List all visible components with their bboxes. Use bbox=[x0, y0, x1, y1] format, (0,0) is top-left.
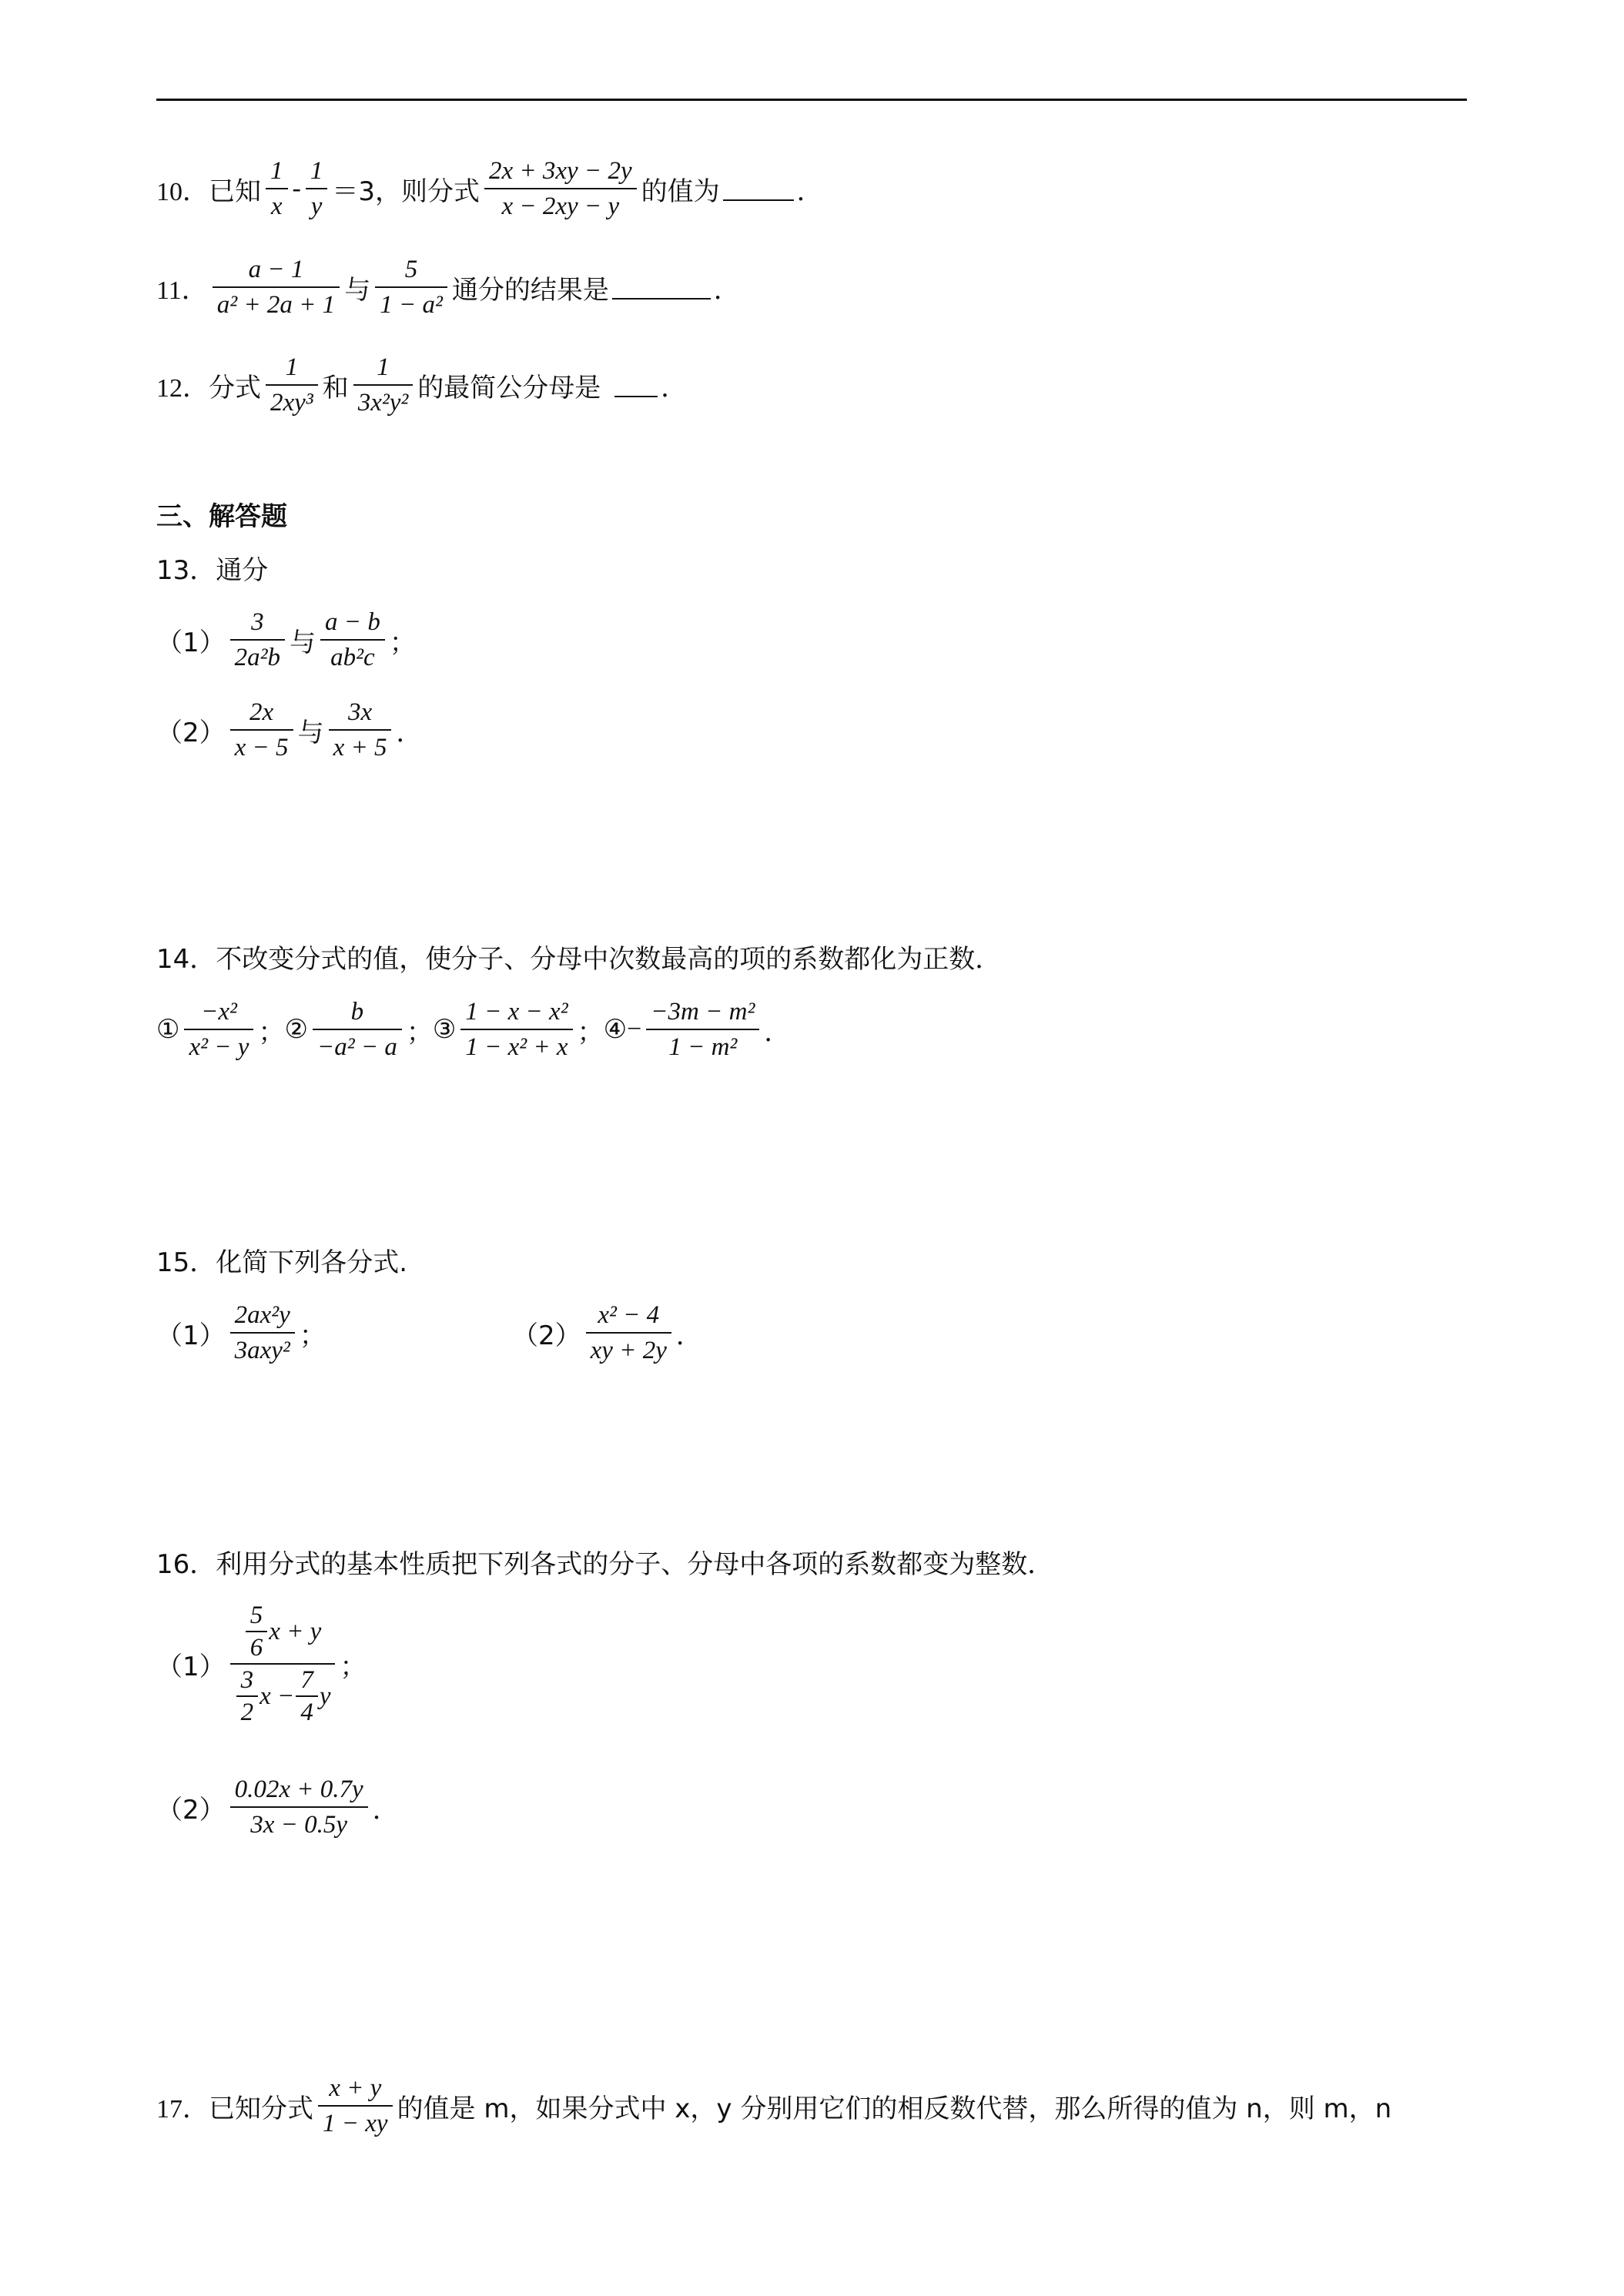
part-label: （1） bbox=[156, 1320, 226, 1351]
question-text: 的值为 bbox=[641, 176, 720, 207]
denominator: x + 5 bbox=[333, 734, 387, 761]
punctuation: ； bbox=[389, 627, 416, 658]
numerator: 7 bbox=[300, 1666, 313, 1694]
section-title: 三、解答题 bbox=[156, 501, 287, 532]
denominator: ab²c bbox=[330, 644, 375, 671]
answer-blank[interactable] bbox=[612, 275, 711, 300]
question-text: 已知分式 bbox=[209, 2093, 313, 2124]
complex-denominator bbox=[230, 1665, 336, 1728]
numerator: 3 bbox=[240, 1666, 254, 1694]
question-13-part-2 bbox=[156, 695, 422, 765]
numerator: 1 bbox=[270, 157, 283, 185]
question-14-title bbox=[156, 938, 1001, 976]
expression: x − bbox=[260, 1682, 295, 1710]
denominator: 3x²y² bbox=[357, 389, 409, 417]
numerator: x + y bbox=[329, 2074, 382, 2102]
period: ． bbox=[661, 372, 688, 403]
question-12 bbox=[156, 350, 687, 420]
fraction bbox=[266, 350, 318, 420]
denominator: 1 − x² + x bbox=[465, 1033, 568, 1061]
numerator: a − 1 bbox=[248, 256, 304, 283]
numerator: 1 bbox=[310, 157, 323, 185]
punctuation: ． bbox=[675, 1320, 702, 1351]
answer-blank[interactable] bbox=[723, 176, 794, 201]
denominator: 1 − m² bbox=[668, 1033, 738, 1061]
numerator: x² − 4 bbox=[598, 1301, 660, 1329]
circle-number: ① bbox=[156, 1014, 180, 1045]
part-label: （1） bbox=[156, 1651, 226, 1682]
numerator: −x² bbox=[201, 998, 237, 1026]
circle-number: ③ bbox=[432, 1014, 457, 1045]
question-text: 和 bbox=[322, 372, 349, 403]
fraction bbox=[460, 995, 572, 1064]
question-text: 13．通分 bbox=[156, 555, 269, 586]
fraction bbox=[296, 1665, 318, 1728]
punctuation: ； bbox=[340, 1651, 367, 1682]
numerator: 1 bbox=[377, 353, 390, 381]
fraction bbox=[246, 1600, 268, 1663]
fraction bbox=[329, 695, 392, 765]
numerator: b bbox=[350, 998, 364, 1026]
question-15-part-1 bbox=[156, 1298, 326, 1367]
denominator: 6 bbox=[249, 1634, 263, 1662]
complex-fraction bbox=[230, 1600, 336, 1728]
separator: ； bbox=[577, 1016, 604, 1048]
question-number: 17． bbox=[156, 2094, 209, 2124]
fraction bbox=[230, 1772, 368, 1842]
question-11 bbox=[156, 253, 740, 322]
numerator: 3x bbox=[347, 698, 373, 726]
denominator: 1 − xy bbox=[323, 2110, 388, 2137]
expression: y bbox=[319, 1682, 331, 1710]
negative-sign: − bbox=[627, 1015, 642, 1043]
fraction bbox=[184, 995, 253, 1064]
fraction bbox=[375, 253, 447, 322]
question-15-title bbox=[156, 1241, 407, 1279]
denominator: a² + 2a + 1 bbox=[216, 291, 336, 319]
question-number: 12． bbox=[156, 373, 209, 403]
numerator: 2x + 3xy − 2y bbox=[488, 157, 632, 185]
punctuation: ． bbox=[396, 717, 423, 748]
question-13-title bbox=[156, 549, 268, 587]
denominator: 2 bbox=[240, 1699, 254, 1726]
punctuation: ； bbox=[299, 1320, 326, 1351]
question-13-part-1 bbox=[156, 605, 416, 674]
denominator: 3axy² bbox=[234, 1337, 290, 1364]
fraction bbox=[306, 154, 328, 223]
fraction bbox=[230, 1298, 295, 1367]
question-17 bbox=[156, 2071, 1391, 2140]
fraction bbox=[213, 253, 340, 322]
complex-numerator bbox=[239, 1600, 326, 1663]
numerator: 0.02x + 0.7y bbox=[234, 1776, 363, 1803]
numerator: 3 bbox=[251, 608, 264, 636]
question-text: 分式 bbox=[209, 372, 261, 403]
question-16-part-1 bbox=[156, 1600, 366, 1728]
period: ． bbox=[713, 274, 740, 306]
question-16-part-2 bbox=[156, 1772, 399, 1842]
fraction bbox=[318, 2071, 393, 2140]
fraction bbox=[313, 995, 402, 1064]
fraction bbox=[353, 350, 414, 420]
fraction bbox=[230, 695, 293, 765]
section-heading bbox=[156, 495, 287, 533]
circle-number: ④ bbox=[603, 1014, 628, 1045]
denominator: 2xy³ bbox=[270, 389, 313, 417]
part-label: （2） bbox=[156, 717, 226, 748]
separator: ； bbox=[406, 1016, 433, 1048]
punctuation: ． bbox=[372, 1794, 399, 1826]
denominator: 3x − 0.5y bbox=[250, 1811, 348, 1839]
denominator: x² − y bbox=[189, 1033, 249, 1061]
question-10 bbox=[156, 154, 823, 223]
operator: - bbox=[292, 174, 301, 202]
question-14-items bbox=[156, 995, 790, 1064]
separator: ； bbox=[258, 1016, 285, 1048]
numerator: 2ax²y bbox=[234, 1301, 290, 1329]
question-text: ＝3，则分式 bbox=[332, 176, 480, 207]
part-label: （1） bbox=[156, 627, 226, 658]
denominator: 4 bbox=[300, 1699, 313, 1726]
question-text: 15．化简下列各分式. bbox=[156, 1247, 408, 1278]
numerator: a − b bbox=[325, 608, 380, 636]
fraction bbox=[230, 605, 285, 674]
expression: x + y bbox=[269, 1618, 322, 1645]
question-text: 通分的结果是 bbox=[451, 274, 609, 306]
fraction bbox=[586, 1298, 671, 1367]
connector-text: 与 bbox=[290, 627, 316, 658]
denominator: −a² − a bbox=[316, 1033, 397, 1061]
denominator: y bbox=[310, 192, 323, 220]
fraction bbox=[266, 154, 288, 223]
circle-number: ② bbox=[284, 1014, 308, 1045]
denominator: 2a²b bbox=[234, 644, 281, 671]
question-15-part-2 bbox=[512, 1298, 702, 1367]
numerator: 1 bbox=[285, 353, 299, 381]
numerator: 5 bbox=[249, 1602, 263, 1629]
fraction bbox=[236, 1665, 259, 1728]
denominator: 1 − a² bbox=[380, 291, 443, 319]
question-number: 11． bbox=[156, 276, 208, 305]
question-number: 10． bbox=[156, 177, 209, 206]
fraction bbox=[320, 605, 385, 674]
connector-text: 与 bbox=[297, 717, 324, 748]
question-text: 16．利用分式的基本性质把下列各式的分子、分母中各项的系数都变为整数． bbox=[156, 1549, 1054, 1580]
numerator: 5 bbox=[404, 256, 418, 283]
question-text: 的值是 m，如果分式中 x，y 分别用它们的相反数代替，那么所得的值为 n，则 m，n bbox=[397, 2093, 1392, 2124]
punctuation: ． bbox=[764, 1016, 791, 1048]
denominator: x bbox=[270, 192, 283, 220]
question-text: 14．不改变分式的值，使分子、分母中次数最高的项的系数都化为正数． bbox=[156, 944, 1002, 975]
denominator: x − 5 bbox=[234, 734, 289, 761]
header-rule bbox=[156, 99, 1467, 101]
part-label: （2） bbox=[156, 1794, 226, 1826]
numerator: −3m − m² bbox=[651, 998, 755, 1026]
fraction bbox=[484, 154, 637, 223]
part-label: （2） bbox=[512, 1320, 581, 1351]
answer-blank[interactable] bbox=[614, 373, 658, 397]
denominator: x − 2xy − y bbox=[501, 192, 620, 220]
numerator: 2x bbox=[249, 698, 274, 726]
question-text: 与 bbox=[344, 274, 371, 306]
denominator: xy + 2y bbox=[590, 1337, 667, 1364]
fraction bbox=[646, 995, 759, 1064]
question-text: 已知 bbox=[209, 176, 261, 207]
numerator: 1 − x − x² bbox=[465, 998, 568, 1026]
question-16-title bbox=[156, 1543, 1053, 1581]
period: ． bbox=[796, 176, 823, 207]
question-text: 的最简公分母是 bbox=[417, 372, 601, 403]
